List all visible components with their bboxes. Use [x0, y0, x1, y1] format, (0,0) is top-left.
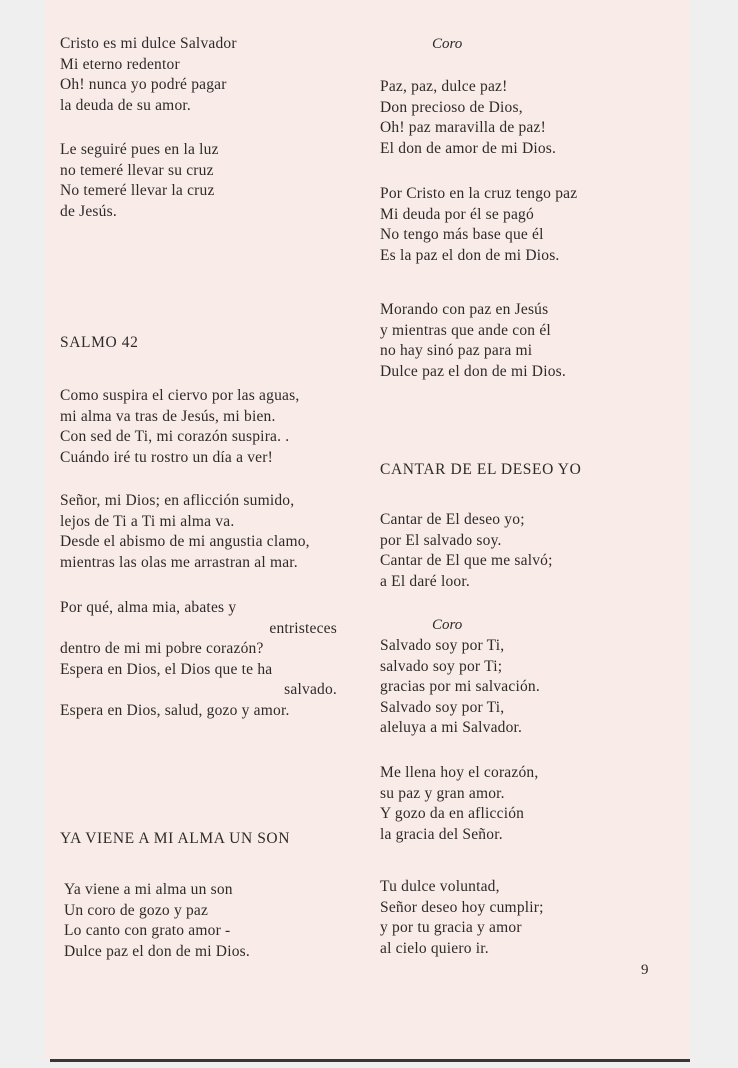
verse-line: Cantar de El deseo yo;	[380, 511, 525, 528]
verse-line: Salvado soy por Ti,	[380, 637, 505, 654]
verse-line: Morando con paz en Jesús	[380, 301, 549, 318]
chorus-label: Coro	[432, 617, 463, 633]
verse-line: No tengo más base que él	[380, 226, 544, 244]
verse-line: Tu dulce voluntad,	[380, 878, 500, 895]
verse-line: Le seguiré pues en la luz	[60, 141, 219, 158]
verse-line: su paz y gran amor.	[380, 784, 505, 802]
verse-line: Paz, paz, dulce paz!	[380, 78, 508, 95]
stanza	[380, 77, 556, 159]
verse-line: la gracia del Señor.	[380, 825, 503, 843]
verse-line: salvado soy por Ti;	[380, 657, 503, 675]
verse-line: a El daré loor.	[380, 572, 470, 590]
verse-line: Dulce paz el don de mi Dios.	[380, 362, 566, 380]
verse-line: la deuda de su amor.	[60, 96, 191, 114]
verse-line: Lo canto con grato amor -	[64, 922, 231, 940]
verse-line: por El salvado soy.	[380, 531, 502, 549]
verse-line: Con sed de Ti, mi corazón suspira. .	[60, 428, 290, 446]
verse-line: de Jesús.	[60, 202, 117, 220]
song-title: SALMO 42	[60, 334, 139, 351]
verse-line: Señor, mi Dios; en aflicción sumido,	[60, 492, 295, 509]
verse-line: El don de amor de mi Dios.	[380, 139, 557, 157]
verse-line: dentro de mi mi pobre corazón?	[60, 640, 264, 658]
stanza	[380, 184, 577, 266]
verse-line: no hay sinó paz para mi	[380, 342, 533, 360]
verse-line: entristeces	[269, 619, 337, 637]
verse-line: Dulce paz el don de mi Dios.	[64, 942, 250, 960]
verse-line: Me llena hoy el corazón,	[380, 764, 539, 781]
stanza	[60, 491, 310, 573]
verse-line: al cielo quiero ir.	[380, 939, 489, 957]
verse-line: No temeré llevar la cruz	[60, 182, 215, 200]
verse-line: Es la paz el don de mi Dios.	[380, 246, 560, 264]
stanza	[380, 636, 540, 739]
stanza	[60, 598, 337, 722]
verse-line: y mientras que ande con él	[380, 321, 551, 339]
verse-line: mi alma va tras de Jesús, mi bien.	[60, 407, 276, 425]
verse-line: Y gozo da en aflicción	[380, 805, 525, 823]
verse-line: Oh! paz maravilla de paz!	[380, 119, 546, 137]
song-title: CANTAR DE EL DESEO YO	[380, 461, 582, 478]
verse-line: Mi eterno redentor	[60, 55, 180, 73]
song-title: YA VIENE A MI ALMA UN SON	[60, 830, 291, 847]
verse-line: Un coro de gozo y paz	[64, 901, 209, 919]
stanza	[380, 300, 566, 382]
verse-line: Como suspira el ciervo por las aguas,	[60, 387, 300, 404]
page-number: 9	[641, 962, 649, 978]
verse-line: Por Cristo en la cruz tengo paz	[380, 185, 578, 202]
stanza	[60, 386, 299, 468]
stanza	[380, 877, 544, 959]
verse-line: Oh! nunca yo podré pagar	[60, 76, 227, 94]
verse-line: Cristo es mi dulce Salvador	[60, 35, 237, 52]
stanza	[380, 763, 538, 845]
stanza	[64, 880, 250, 962]
stanza	[60, 34, 237, 116]
verse-line: aleluya a mi Salvador.	[380, 719, 523, 737]
verse-line: Cuándo iré tu rostro un día a ver!	[60, 448, 273, 466]
verse-line: Mi deuda por él se pagó	[380, 205, 534, 223]
stanza	[380, 510, 553, 592]
verse-line: Espera en Dios, salud, gozo y amor.	[60, 701, 290, 719]
stanza	[60, 140, 219, 222]
verse-line: Ya viene a mi alma un son	[64, 881, 233, 898]
verse-line: Espera en Dios, el Dios que te ha	[60, 660, 273, 678]
verse-line: gracias por mi salvación.	[380, 678, 540, 696]
page-edge	[50, 1059, 690, 1062]
verse-line: Por qué, alma mia, abates y	[60, 599, 237, 616]
verse-line: mientras las olas me arrastran al mar.	[60, 553, 298, 571]
verse-line: lejos de Ti a Ti mi alma va.	[60, 512, 235, 530]
verse-line: no temeré llevar su cruz	[60, 161, 214, 179]
verse-line: Señor deseo hoy cumplir;	[380, 898, 544, 916]
verse-line: Desde el abismo de mi angustia clamo,	[60, 533, 310, 551]
verse-line: y por tu gracia y amor	[380, 919, 522, 937]
verse-line: Don precioso de Dios,	[380, 98, 523, 116]
verse-line: Salvado soy por Ti,	[380, 698, 505, 716]
verse-line: Cantar de El que me salvó;	[380, 552, 553, 570]
chorus-label: Coro	[432, 36, 463, 52]
verse-line: salvado.	[284, 681, 337, 699]
